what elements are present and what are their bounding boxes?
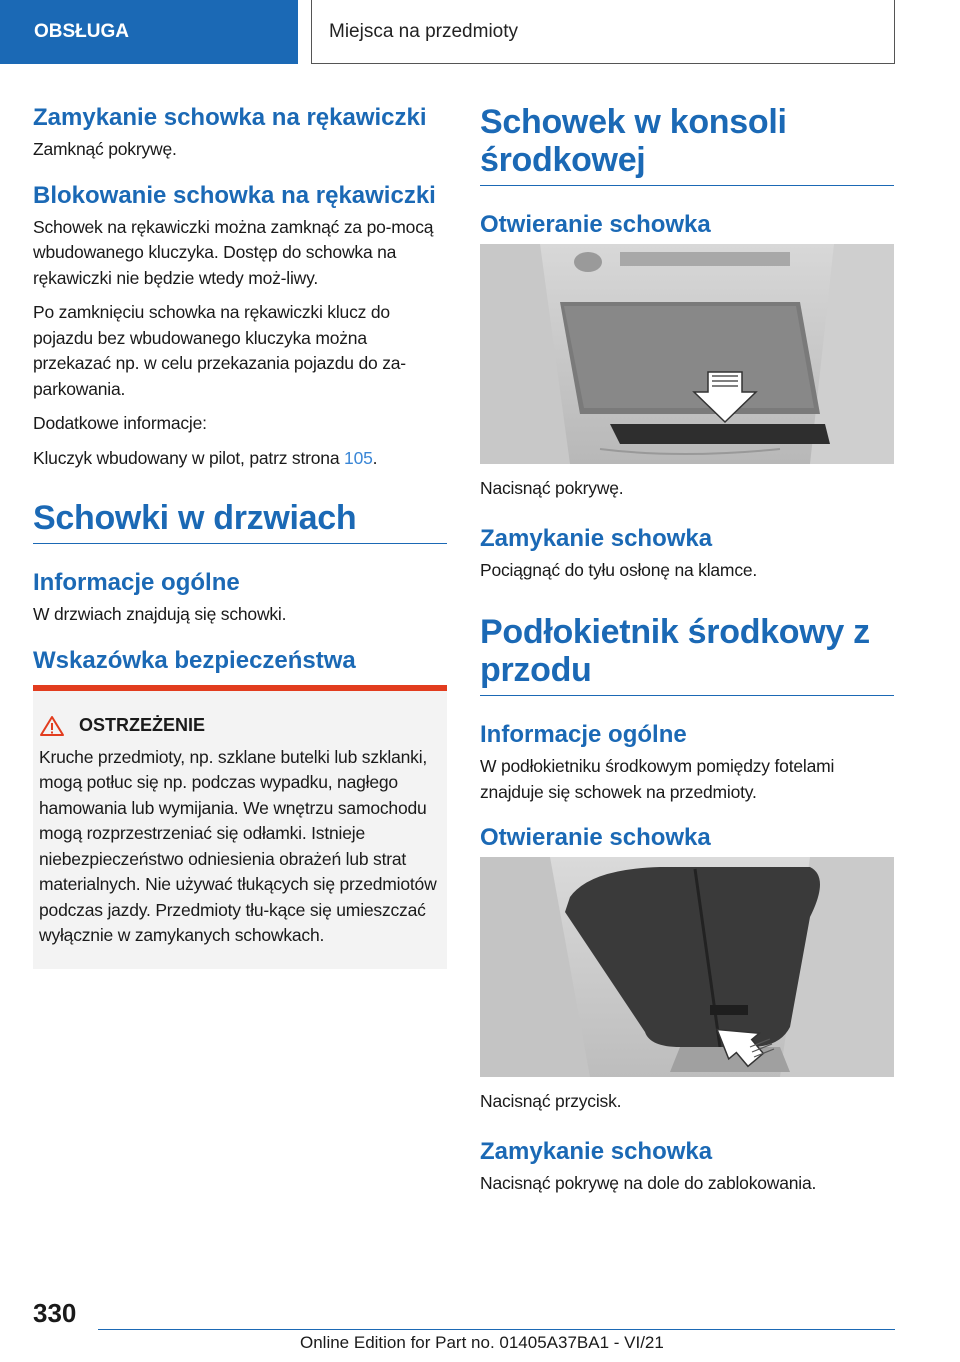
heading-center-console: Schowek w konsoli środkowej	[480, 103, 894, 186]
footer-divider	[98, 1329, 895, 1330]
page-link-105[interactable]: 105	[344, 447, 373, 468]
heading-general-info: Informacje ogólne	[33, 569, 240, 596]
heading-close-glovebox: Zamykanie schowka na rękawiczki	[33, 104, 427, 131]
warning-triangle-icon	[39, 715, 65, 737]
heading-door-storage: Schowki w drzwiach	[33, 499, 447, 544]
console-storage-photo	[480, 244, 894, 464]
heading-armrest: Podłokietnik środkowy z przodu	[480, 613, 894, 696]
chapter-label: Miejsca na przedmioty	[329, 20, 519, 42]
right-column	[480, 103, 894, 1205]
header-chapter-box	[311, 0, 895, 64]
warning-text: Kruche przedmioty, np. szklane butelki lub szklanki, mogą potłuc się np. podczas wypadku, nagłego hamowania lub wymijania. We wnętrzu samochodu mogą rozprzestrzeniać się odłamki. Istnieje niebezpieczeństwo odniesienia obrażeń lub strat materialnych. Nie używać tłukących się przedmiotów podczas jazdy. Przedmioty tłu-kące się umieszczać wyłącznie w zamykanych schowkach.	[39, 746, 437, 945]
text-open-1: Nacisnąć pokrywę.	[480, 478, 624, 498]
text-lock-4	[33, 446, 447, 472]
text-close-glovebox: Zamknąć pokrywę.	[33, 139, 177, 159]
warning-title-text: OSTRZEŻENIE	[79, 715, 206, 735]
text-open-2: Nacisnąć przycisk.	[480, 1091, 622, 1111]
armrest-photo	[480, 857, 894, 1077]
warning-box	[33, 685, 447, 969]
text-lock-4-end: .	[372, 447, 378, 468]
text-general-info: W drzwiach znajdują się schowki.	[33, 604, 287, 624]
footer-edition: Online Edition for Part no. 01405A37BA1 - VI/21	[300, 1333, 664, 1352]
section-label: OBSŁUGA	[34, 21, 129, 42]
text-lock-2: Po zamknięciu schowka na rękawiczki klucz do pojazdu bez wbudowanego kluczyka można przekazać np. w celu przekazania pojazdu do za-parkowania.	[33, 302, 406, 399]
heading-open-1: Otwieranie schowka	[480, 211, 711, 238]
heading-general-2: Informacje ogólne	[480, 721, 687, 748]
text-close-2: Nacisnąć pokrywę na dole do zablokowania.	[480, 1172, 817, 1193]
text-general-2: W podłokietniku środkowym pomiędzy fotelami znajduje się schowek na przedmioty.	[480, 756, 835, 802]
left-column	[33, 103, 447, 969]
text-lock-4-body: Kluczyk wbudowany w pilot, patrz strona	[33, 447, 345, 468]
warning-title	[39, 715, 439, 737]
heading-close-1: Zamykanie schowka	[480, 524, 713, 552]
text-lock-3: Dodatkowe informacje:	[33, 413, 207, 433]
page-number: 330	[33, 1298, 77, 1328]
heading-open-2: Otwieranie schowka	[480, 824, 711, 851]
heading-safety: Wskazówka bezpieczeństwa	[33, 646, 356, 674]
text-close-1: Pociągnąć do tyłu osłonę na klamce.	[480, 559, 758, 580]
heading-lock-glovebox: Blokowanie schowka na rękawiczki	[33, 181, 436, 209]
text-lock-1: Schowek na rękawiczki można zamknąć za po-mocą wbudowanego kluczyka. Dostęp do schowka na rękawiczki nie będzie wtedy moż-liwy.	[33, 216, 434, 288]
heading-close-2: Zamykanie schowka	[480, 1137, 713, 1165]
header-section-tab	[0, 0, 298, 64]
